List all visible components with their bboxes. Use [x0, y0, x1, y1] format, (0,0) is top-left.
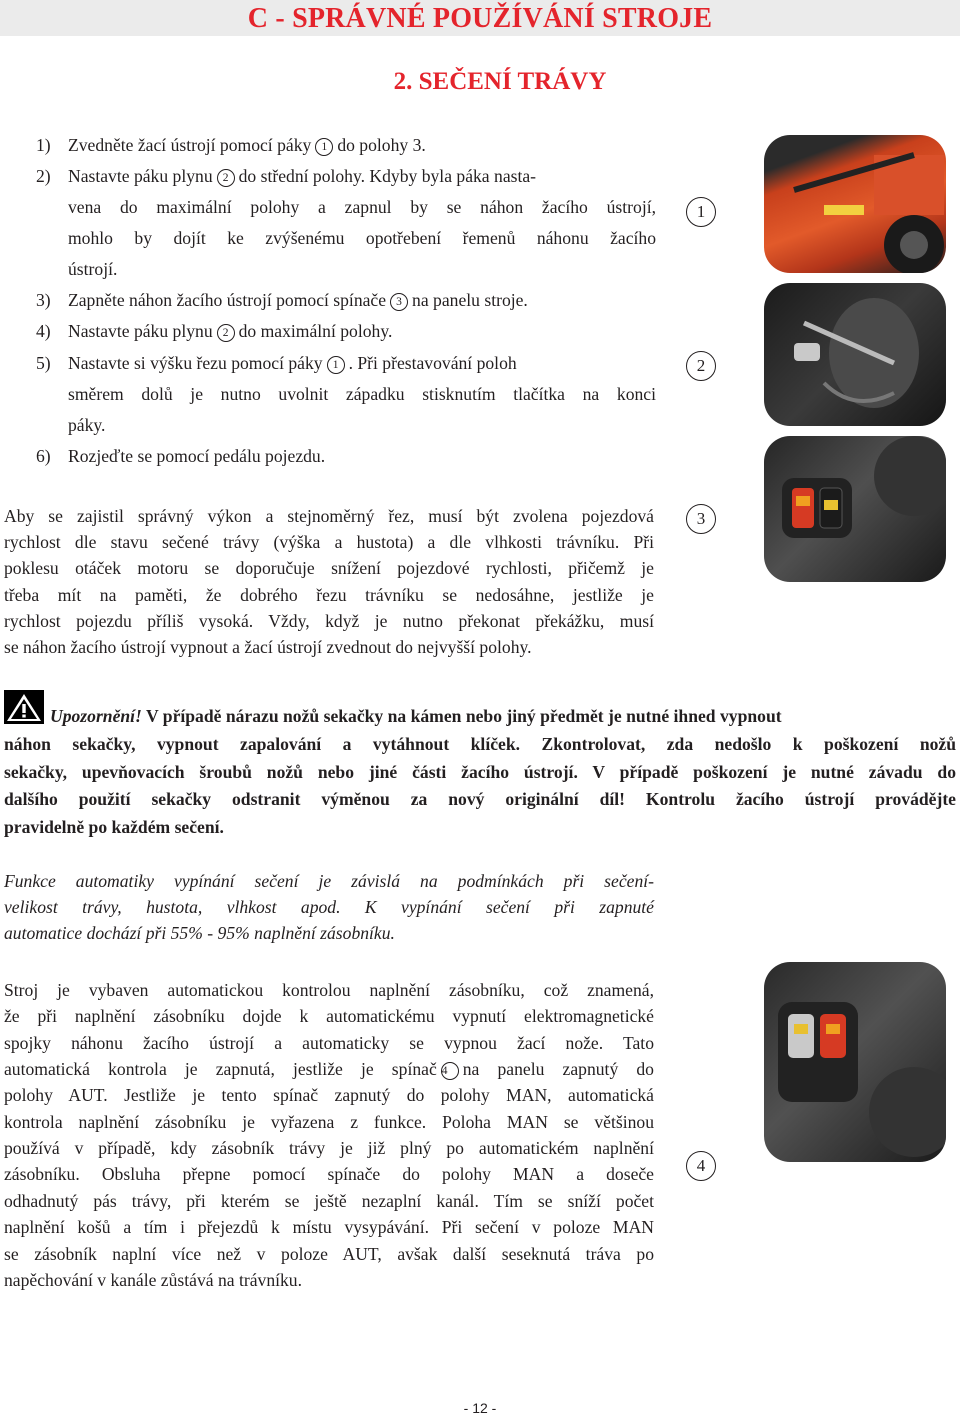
- paragraph-text: se zásobník naplní více než v poloze AUT, avšak další seseknutá tráva po: [4, 1243, 654, 1264]
- step-text: Rozjeďte se pomocí pedálu pojezdu.: [68, 446, 326, 466]
- step-number: 2): [36, 166, 51, 186]
- step-text: Nastavte si výšku řezu pomocí páky: [68, 353, 323, 373]
- step-line: [36, 415, 656, 435]
- paragraph-text: že při naplnění zásobníku dojde k automatickému vypnutí elektromagnetické: [4, 1006, 654, 1027]
- note-text: Funkce automatiky vypínání sečení je závislá na podmínkách při sečení-: [4, 871, 654, 891]
- photo-lever: [764, 135, 946, 273]
- step-line: [36, 321, 656, 342]
- paragraph-line: [4, 1085, 654, 1105]
- warning-icon: [4, 690, 44, 724]
- paragraph-line: [4, 1270, 654, 1290]
- step-text: do střední polohy. Kdyby byla páka nasta-: [238, 166, 537, 186]
- paragraph-text: rychlost dle stavu sečené trávy (výška a hustota) a dle vlhkosti trávníku. Při: [4, 532, 654, 553]
- paragraph-text: polohy AUT. Jestliže je tento spínač zapnutý do polohy MAN, automatická: [4, 1085, 654, 1106]
- photo-switch-panel: [764, 436, 946, 582]
- step-text: ústrojí.: [68, 259, 118, 279]
- step-line: [36, 228, 656, 248]
- paragraph-line: [4, 532, 654, 552]
- step-line: [36, 384, 656, 404]
- warning-text: náhon sekačky, vypnout zapalování a vytáhnout klíček. Zkontrolovat, zda nedošlo k poškození nožů: [4, 734, 956, 754]
- photo-throttle: [764, 283, 946, 426]
- warning-text: sekačky, upevňovacích šroubů nožů nebo jiné části žacího ústrojí. V případě poškození je nutné závadu do: [4, 761, 956, 782]
- paragraph-line: [4, 1244, 654, 1264]
- note-line: [4, 871, 654, 891]
- paragraph-text: poklesu otáček motoru se doporučuje snížení pojezdové rychlosti, přičemž je: [4, 558, 654, 579]
- step-text: mohlo by dojít ke zvýšenému opotřebení řemenů náhonu žacího: [68, 228, 656, 248]
- step-text: Nastavte páku plynu: [68, 321, 213, 341]
- warning-label: Upozornění!: [50, 706, 142, 726]
- paragraph-line: [4, 1164, 654, 1184]
- circled-number: 1: [315, 138, 333, 156]
- paragraph-text: napěchování v kanále zůstává na trávníku.: [4, 1269, 302, 1290]
- step-number: 6): [36, 446, 51, 466]
- paragraph-line: [4, 1059, 654, 1080]
- page-title: C - SPRÁVNÉ POUŽÍVÁNÍ STROJE: [247, 3, 713, 34]
- paragraph-text: zásobníku. Obsluha přepne pomocí spínače do polohy MAN a doseče: [4, 1164, 654, 1185]
- paragraph-text: používá v případě, kdy zásobník trávy je již plný po automatickém naplnění: [4, 1138, 654, 1159]
- paragraph-text: se náhon žacího ústrojí vypnout a žací ústrojí zvednout do nejvyšší polohy.: [4, 637, 532, 657]
- callout-1: 1: [686, 197, 716, 227]
- step-text: do maximální polohy.: [238, 321, 393, 341]
- photo-auto-switch: [764, 962, 946, 1162]
- paragraph-text: Stroj je vybaven automatickou kontrolou naplnění zásobníku, což znamená,: [4, 980, 654, 1000]
- paragraph-text: kontrola naplnění zásobníku je vyřazena z funkce. Poloha MAN se většinou: [4, 1111, 654, 1132]
- circled-number: 1: [327, 356, 345, 374]
- step-number: 5): [36, 353, 51, 373]
- step-number: 3): [36, 290, 51, 310]
- paragraph-line: [4, 1033, 654, 1053]
- step-text: . Při přestavování poloh: [348, 353, 517, 373]
- paragraph-line: [4, 506, 654, 526]
- paragraph-line: [4, 1112, 654, 1132]
- step-line: [36, 259, 656, 279]
- circled-number: 2: [217, 324, 235, 342]
- step-text: Nastavte páku plynu: [68, 166, 213, 186]
- note-line: [4, 923, 654, 943]
- paragraph-line: [4, 1217, 654, 1237]
- step-text: do polohy 3.: [337, 135, 426, 155]
- step-line: [36, 446, 656, 466]
- paragraph-line: [4, 980, 654, 1000]
- note-text: velikost trávy, hustota, vlhkost apod. K vypínání sečení při zapnuté: [4, 897, 654, 917]
- paragraph-text: rychlost pojezdu příliš vysoká. Vždy, když je nutno překonat překážku, musí: [4, 610, 654, 631]
- warning-line: [4, 734, 956, 754]
- warning-text: dalšího použití sekačky odstranit výměnou za nový originální díl! Kontrolu žacího ústrojí provádějte: [4, 789, 956, 809]
- circled-number: 4: [441, 1062, 459, 1080]
- warning-text: V případě nárazu nožů sekačky na kámen nebo jiný předmět je nutné ihned vypnout: [146, 706, 782, 726]
- paragraph-line: [4, 558, 654, 578]
- paragraph-line: [4, 1138, 654, 1158]
- warning-text: pravidelně po každém sečení.: [4, 816, 224, 837]
- paragraph-text: automatická kontrola je zapnutá, jestliže je spínač: [4, 1059, 437, 1080]
- callout-4: 4: [686, 1151, 716, 1181]
- step-line: [36, 166, 656, 187]
- paragraph-line: [4, 1191, 654, 1211]
- paragraph-text: třeba mít na paměti, že dobrého řezu trávníku se nedosáhne, jestliže je: [4, 584, 654, 605]
- paragraph-text: naplnění košů a tím i přejezdů k místu vysypávání. Při sečení v poloze MAN: [4, 1217, 654, 1238]
- paragraph-text: Aby se zajistil správný výkon a stejnoměrný řez, musí být zvolena pojezdová: [4, 506, 654, 526]
- callout-2: 2: [686, 351, 716, 381]
- section-title: 2. SEČENÍ TRÁVY: [393, 68, 607, 95]
- step-line: [36, 290, 656, 311]
- circled-number: 2: [217, 169, 235, 187]
- page-number: - 12 -: [463, 1400, 497, 1416]
- step-text: Zapněte náhon žacího ústrojí pomocí spínače: [68, 290, 387, 310]
- step-text: Zvedněte žací ústrojí pomocí páky: [68, 135, 312, 155]
- paragraph-line: [4, 637, 654, 657]
- warning-line: [4, 817, 956, 837]
- paragraph-line: [4, 1006, 654, 1026]
- paragraph-text: na panelu zapnutý do: [462, 1059, 654, 1080]
- warning-line: [4, 789, 956, 809]
- step-line: [36, 135, 656, 156]
- note-line: [4, 897, 654, 917]
- paragraph-line: [4, 585, 654, 605]
- step-line: [36, 197, 656, 217]
- paragraph-text: spojky náhonu žacího ústrojí a automaticky se vypnou žací nože. Tato: [4, 1032, 654, 1053]
- step-text: směrem dolů je nutno uvolnit západku stisknutím tlačítka na konci: [68, 384, 656, 404]
- step-text: na panelu stroje.: [412, 290, 528, 310]
- callout-3: 3: [686, 504, 716, 534]
- step-number: 1): [36, 135, 51, 155]
- step-number: 4): [36, 321, 51, 341]
- paragraph-line: [4, 611, 654, 631]
- step-line: [36, 353, 656, 374]
- step-text: páky.: [68, 415, 106, 435]
- step-text: vena do maximální polohy a zapnul by se náhon žacího ústrojí,: [68, 197, 656, 217]
- warning-first-line: [50, 706, 956, 726]
- paragraph-text: odhadnutý pás trávy, při kterém se ještě nezaplní kanál. Tím se sníží počet: [4, 1190, 654, 1211]
- note-text: automatice dochází při 55% - 95% naplnění zásobníku.: [4, 923, 395, 943]
- warning-line: [4, 762, 956, 782]
- circled-number: 3: [390, 293, 408, 311]
